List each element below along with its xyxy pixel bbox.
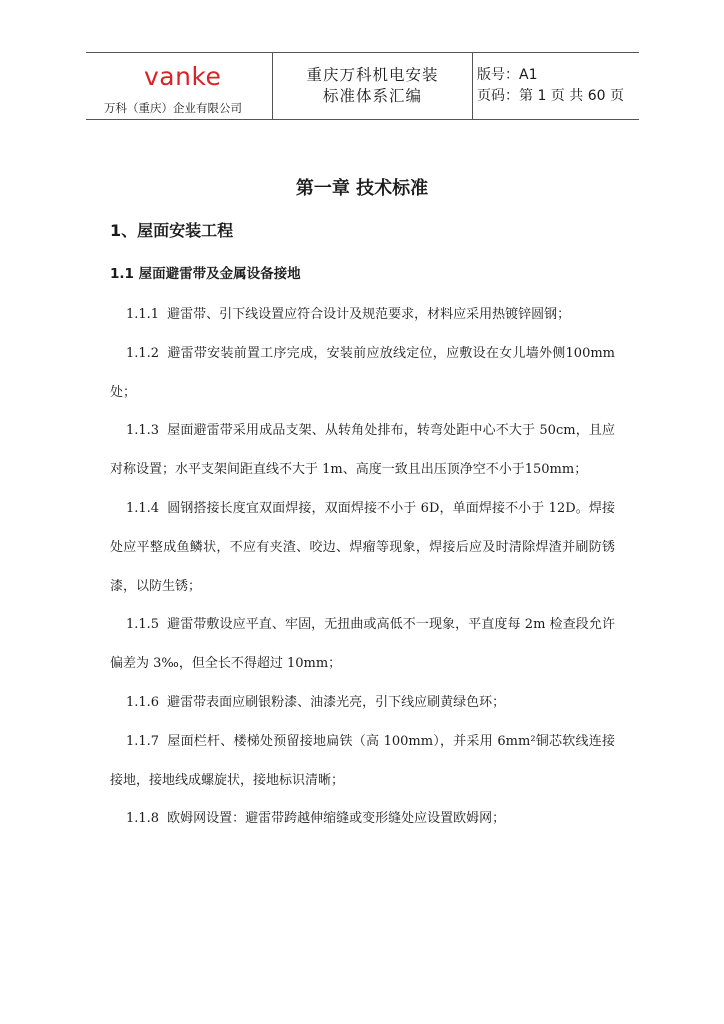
page-info: 页码：第 1 页 共 60 页 [477,88,624,104]
clause-1-1-7 [110,723,615,801]
clause-number: 1.1.1 [126,307,160,322]
clause-1-1-1 [110,296,615,335]
clause-text: 欧姆网设置：避雷带跨越伸缩缝或变形缝处应设置欧姆网； [167,811,506,827]
clause-1-1-8 [110,800,615,839]
clause-1-1-4 [110,490,615,606]
clause-1-1-2 [110,335,615,413]
clause-number: 1.1.5 [126,617,160,633]
company-name: 万科（重庆）企业有限公司 [104,101,242,115]
clause-text: 避雷带、引下线设置应符合设计及规范要求，材料应采用热镀锌圆钢； [167,307,571,322]
clause-number: 1.1.6 [126,694,160,710]
subsection-title: 1.1 屋面避雷带及金属设备接地 [110,266,301,282]
version-number: 版号：A1 [477,67,538,83]
header-title-line2: 标准体系汇编 [322,87,422,105]
clause-1-1-3 [110,412,615,490]
clause-number: 1.1.4 [126,500,160,516]
clause-number: 1.1.7 [126,733,160,749]
document-header [86,52,639,120]
header-logo-cell [86,53,273,119]
section-title: 1、屋面安装工程 [110,221,234,240]
clause-number: 1.1.2 [126,345,160,361]
clause-1-1-5 [110,606,615,684]
clause-text: 避雷带敷设应平直、牢固，无扭曲或高低不一现象，平直度每 2m 检查段允许偏差为 3‰，但全长不得超过 10mm； [110,617,615,672]
chapter-title: 第一章 技术标准 [295,178,429,199]
clause-text: 避雷带安装前置工序完成，安装前应放线定位，应敷设在女儿墙外侧100mm 处； [110,345,615,400]
clause-1-1-6 [110,684,615,723]
clause-text: 圆钢搭接长度宜双面焊接，双面焊接不小于 6D，单面焊接不小于 12D。焊接处应平整成鱼鳞状，不应有夹渣、咬边、焊瘤等现象，焊接后应及时清除焊渣并刷防锈漆，以防生锈； [110,500,615,594]
header-title-cell [273,53,473,119]
clause-number: 1.1.8 [126,811,160,827]
clause-number: 1.1.3 [126,423,160,439]
clause-text: 屋面避雷带采用成品支架、从转角处排布，转弯处距中心不大于 50cm，且应对称设置；水平支架间距直线不大于 1m、高度一致且出压顶净空不小于150mm； [110,423,615,478]
header-title-line1: 重庆万科机电安装 [306,66,439,84]
clause-text: 避雷带表面应刷银粉漆、油漆光亮，引下线应刷黄绿色环； [167,694,506,710]
header-meta-cell [473,53,639,119]
clause-text: 屋面栏杆、楼梯处预留接地扁铁（高 100mm），并采用 6mm²铜芯软线连接接地，接地线成螺旋状，接地标识清晰； [110,733,615,788]
vanke-logo: vanke [144,62,222,91]
clause-list [110,296,615,839]
